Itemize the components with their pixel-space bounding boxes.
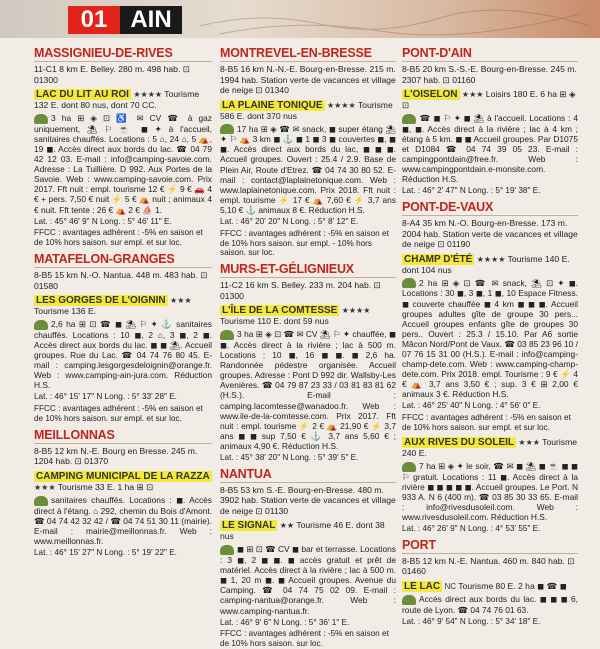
camping-description-text: Accès direct aux bords du lac. ◼ ◼ ◼ 6, route de Lyon. ☎ 04 74 76 01 63. bbox=[402, 593, 578, 615]
column-3 bbox=[402, 42, 578, 626]
camping-logo-icon bbox=[34, 496, 48, 506]
camping-coordinates: Lat. : 45° 46' 9" N Long. : 5° 46' 11" E. bbox=[34, 216, 172, 226]
camping-title bbox=[34, 471, 212, 493]
camping-entry bbox=[34, 89, 212, 248]
camping-title bbox=[220, 305, 396, 327]
column-2 bbox=[220, 42, 396, 649]
camping-name: LE SIGNAL bbox=[222, 520, 276, 532]
camping-stars: ★★★ bbox=[461, 90, 484, 99]
department-name: AIN bbox=[120, 6, 182, 34]
town-heading: PONT-D'AIN bbox=[402, 46, 578, 62]
camping-title bbox=[34, 295, 212, 317]
camping-description-text: ☎ ◼ ⚐ ✦ ◼ ⛱ à l'accueil. Locations : 4 ◼, ◼. Accès direct à la rivière ; lac à 4 km ; étang à 5 km. ◼ ◼ Accueil groupes. Par D1075 et D1084 ☎ 04 74 39 05 23. E-mail : campingpontdain@free.fr. Web : www.campingpontdain.e-monsite.com. Réduction H.S. bbox=[402, 113, 578, 185]
camping-name: LE LAC bbox=[404, 580, 441, 592]
town-meta: 11-C1 8 km E. Belley. 280 m. 498 hab. ⊡ 01300 bbox=[34, 64, 190, 85]
camping-description bbox=[402, 113, 578, 184]
camping-coordinates: Lat. : 46° 9' 6" N Long. : 5° 36' 1" E. bbox=[220, 617, 350, 627]
camping-description-text: ◼ ⊞ ⊡ ☎ CV ◼ bar et terrasse. Locations : 3 ◼, 2 ◼ ◼. ◼ accès gratuit et prêt de matériel. Accès direct à la rivière ; lac à 500 m. ◼ 1, 20 m ◼. ◼ Accueil groupes. Avenue du Camping. ☎ 04 74 75 02 09. E-mail : camping-nantua@orange.fr. Web : www.camping-nantua.fr. bbox=[220, 544, 396, 616]
camping-title bbox=[34, 89, 212, 111]
camping-description bbox=[34, 319, 212, 390]
map-background-illustration bbox=[200, 6, 590, 36]
camping-stars: NC bbox=[444, 581, 457, 591]
camping-description bbox=[34, 495, 212, 546]
camping-description-text: sanitaires chauffés. Locations : ◼. Accès direct à l'étang. ⌂ 292, chemin du Bois d'Amont. ☎ 04 74 42 32 42 / ☎ 04 74 51 30 11 (mairie). E-mail : mairie@meillonnas.fr. Web : www.meillonnas.fr. bbox=[34, 494, 212, 546]
camping-description-text: 17 ha ⊞ ◈ ☎ ✉ snack, ◼ super étang ⛱ ✦ ⚐ ⛺ 3 km ◼ ⚓ ◼ 1 ◼ 3 ◼ couvertes ◼, ◼ ◼. Accès direct aux bords du lac, ◼ ◼ ◼. Accueil groupes. Ouvert : 25.4 / 2.9. Base de Plein Air, Route d'Etrez. ☎ 04 74 30 80 52. E-mail : contact@laplainetonique.com. Web : www.laplainetonique.com. Prix 2018. Fft nuit : empl. tourisme ⚡ 17 € ⛺ 7,60 € ⚡ 3,7 ans 5,10 € ⚓ animaux 8 €. Réduction H.S. bbox=[220, 123, 396, 215]
town-heading: PONT-DE-VAUX bbox=[402, 200, 578, 216]
camping-name: L'OISELON bbox=[404, 89, 458, 100]
camping-stars: ★★★★ bbox=[326, 100, 356, 110]
camping-description bbox=[220, 124, 396, 216]
camping-entry bbox=[402, 254, 578, 433]
camping-summary: Tourisme 586 E. dont 370 nus bbox=[220, 99, 393, 121]
camping-description-text: 2 ha ⊞ ◈ ⊡ ☎ ✉ snack, ⛱ ⊡ ✦ ◼. Locations : 30 ◼, 3 ◼, 1 ◼, 10 Espace Fitness. ◼ couverte chauffée ◼ 4 km ◼ ◼ ◼. Accueil groupes adultes gîte de groupe 30 pers... Accueil groupes enfants gîte de groupes 30 pers.. Ouvert : 25.3 / 15.10. Par A6 sortie Mâcon Nord/Pont de Vaux. ☎ 03 85 23 96 10 / 07 76 15 31 00 (H.S.). E-mail : info@camping-champ-dete.com. Web : www.camping-champ-dete.com. Prix 2018. empl. Tourisme : 9 € ⚡ 4 € ⛺ 3,7 ans 3,50 € ; sup. 3 € ⊞ 2,00 € animaux 3 €. Réduction H.S. bbox=[402, 277, 578, 400]
camping-description bbox=[402, 594, 578, 615]
camping-description bbox=[220, 544, 396, 615]
camping-name: LA PLAINE TONIQUE bbox=[222, 99, 323, 111]
town-meta: 8-B5 20 km S.-S.-E. Bourg-en-Bresse. 245 m. 2307 hab. ⊡ 01160 bbox=[402, 64, 577, 85]
camping-name: LES GORGES DE L'OIGNIN bbox=[36, 295, 166, 307]
camping-entry bbox=[402, 89, 578, 196]
camping-title bbox=[220, 520, 396, 542]
town-heading: NANTUA bbox=[220, 467, 396, 483]
camping-title bbox=[402, 89, 578, 111]
camping-description bbox=[402, 278, 578, 400]
camping-coordinates: Lat. : 46° 9' 54" N Long. : 5° 34' 18" E. bbox=[402, 616, 541, 626]
camping-entry bbox=[402, 437, 578, 534]
camping-title bbox=[402, 581, 578, 592]
camping-entry bbox=[34, 471, 212, 558]
column-1 bbox=[34, 42, 212, 600]
camping-ffcc-advantages: FFCC : avantages adhérent : -5% en saison et de 10% hors saison. sur empl. et sur loc. bbox=[34, 228, 203, 248]
camping-title bbox=[220, 100, 396, 122]
camping-stars: ★★★ bbox=[34, 482, 56, 492]
page-header bbox=[0, 0, 600, 38]
camping-logo-icon bbox=[34, 114, 48, 124]
camping-description bbox=[402, 461, 578, 522]
camping-logo-icon bbox=[34, 320, 48, 330]
town-heading: MEILLONNAS bbox=[34, 428, 212, 444]
camping-coordinates: Lat. : 46° 15' 27" N Long. : 5° 19' 22" E. bbox=[34, 547, 177, 557]
camping-coordinates: Lat. : 46° 20' 20" N Long. : 5° 8' 12" E. bbox=[220, 217, 359, 227]
camping-logo-icon bbox=[220, 330, 234, 340]
camping-summary: Loisirs 180 E. 6 ha ⊞ ◈ ⊡ bbox=[402, 89, 576, 110]
camping-name: CAMPING MUNICIPAL DE LA RAZZA bbox=[36, 470, 210, 482]
town-meta: 8-B5 53 km S.-E. Bourg-en-Bresse. 480 m. 3902 hab. Station verte de vacances et village de neige ⊡ 01130 bbox=[220, 484, 396, 516]
camping-entry bbox=[402, 581, 578, 627]
camping-summary: Tourisme 33 E. 1 ha ⊞ ⊡ bbox=[57, 481, 154, 492]
camping-stars: ★★★★ bbox=[341, 306, 371, 316]
camping-ffcc-advantages: FFCC : avantages adhérent : -5% en saison et de 10% hors saison. sur empl. et sur loc. bbox=[402, 413, 571, 433]
camping-summary: Tourisme 80 E. 2 ha ◼ ☎ ◼ bbox=[458, 580, 567, 591]
town-meta: 11-C2 16 km S. Belley. 233 m. 204 hab. ⊡ 01300 bbox=[220, 280, 381, 301]
camping-name: L'ÎLE DE LA COMTESSE bbox=[222, 305, 338, 317]
camping-name: LAC DU LIT AU ROI bbox=[36, 89, 129, 100]
camping-logo-icon bbox=[402, 462, 416, 472]
camping-ffcc-advantages: FFCC : avantages adhérent : -5% en saison et de 10% hors saison. sur empl. et sur loc. bbox=[34, 404, 203, 423]
camping-summary: Tourisme 240 E. bbox=[402, 436, 578, 458]
camping-entry bbox=[220, 305, 396, 463]
camping-stars: ★★ bbox=[279, 521, 295, 531]
camping-coordinates: Lat. : 46° 15' 17" N Long. : 5° 33' 28" E. bbox=[34, 392, 177, 402]
town-meta: 8-A4 35 km N.-O. Bourg-en-Bresse. 173 m. 2004 hab. Station verte de vacances et village de neige ⊡ 01190 bbox=[402, 218, 578, 250]
camping-description bbox=[34, 113, 212, 215]
camping-stars: ★★★ bbox=[170, 296, 192, 306]
camping-description-text: 7 ha ⊞ ◈ ✦ le soir, ☎ ✉ ◼ ⛱ ◼ ☕ ◼ ◼ ⚐ gratuit. Locations : 11 ◼. Accès direct à la rivière ◼ ◼ ◼ ◼ ◼. Accueil groupes. Le Port. N 933 A. N 6 (400 m). ☎ 03 85 30 33 65. E-mail : info@rivesdusoleil.com. Web : www.rivesdusoleil.com. Réduction H.S. bbox=[402, 460, 578, 522]
camping-entry bbox=[34, 295, 212, 424]
camping-name: AUX RIVES DU SOLEIL bbox=[404, 436, 515, 448]
camping-logo-icon bbox=[402, 114, 416, 124]
department-number: 01 bbox=[68, 6, 120, 34]
town-meta: 8-B5 12 km N.-E. Nantua. 460 m. 840 hab. ⊡ 01460 bbox=[402, 555, 575, 577]
town-heading: PORT bbox=[402, 538, 578, 554]
camping-stars: ★★★ bbox=[518, 437, 540, 447]
town-meta: 8-B5 15 km N.-O. Nantua. 448 m. 483 hab. ⊡ 01580 bbox=[34, 270, 208, 291]
town-heading: MONTREVEL-EN-BRESSE bbox=[220, 46, 396, 62]
town-meta: 8-B5 16 km N.-N.-E. Bourg-en-Bresse. 215 m. 1994 hab. Station verte de vacances et village de neige ⊡ 01340 bbox=[220, 64, 396, 95]
camping-logo-icon bbox=[220, 545, 234, 555]
camping-entry bbox=[220, 100, 396, 259]
camping-coordinates: Lat. : 45° 38' 20" N Long. : 5° 39' 5" E. bbox=[220, 453, 359, 463]
town-heading: MASSIGNIEU-DE-RIVES bbox=[34, 46, 212, 62]
camping-coordinates: Lat. : 46° 25' 40" N Long. : 4° 56' 0" E. bbox=[402, 401, 541, 411]
camping-logo-icon bbox=[402, 278, 416, 288]
camping-name: CHAMP D'ÉTÉ bbox=[404, 253, 473, 265]
camping-summary: Tourisme 136 E. bbox=[34, 306, 97, 317]
camping-ffcc-advantages: FFCC : avantages adhérent : -5% en saison et de 10% hors saison. sur empl. - 10% hors saison. sur loc. bbox=[220, 228, 389, 258]
camping-logo-icon bbox=[402, 595, 416, 605]
camping-title bbox=[402, 254, 578, 276]
town-heading: MURS-ET-GÉLIGNIEUX bbox=[220, 262, 396, 278]
camping-description-text: 2,6 ha ⊞ ⊡ ☎ ◼ ⛱ ⚐ ✦ ⚓ sanitaires chauffés. Locations : 10 ◼, 2 ⌂, 3 ◼, 2 ◼. Accès direct aux bords du lac. ◼ ◼ ⛱. Accueil groupes. Rue du Lac. ☎ 04 74 76 80 45. E-mail : camping.lesgorgesdeloignin@orange.fr. Web : www.camping-ain-jura.com. Réduction H.S. bbox=[34, 319, 212, 391]
camping-stars: ★★★★ bbox=[133, 90, 163, 99]
camping-summary: Tourisme 140 E. dont 104 nus bbox=[402, 253, 570, 275]
camping-entry bbox=[220, 520, 396, 649]
camping-coordinates: Lat. : 46° 26' 9" N Long. : 4° 53' 55" E. bbox=[402, 524, 541, 534]
camping-description bbox=[220, 329, 396, 451]
camping-description-text: 3 ha ⊞ ◈ ⊡ ☎ ✉ CV ⛱ ⚐ ✦ chauffée, ◼ ◼. Accès direct à la rivière ; lac à 500 m. Locations : 10 ◼, 16 ◼ ◼. ◼ 2,6 ha. Randonnée pédestre organisée. Accueil groupes. Adresse : Pont D 992 dir. Wallsby-Les Avenières. ☎ 04 79 87 23 33 / 03 81 83 81 62 (H.S.). E-mail : camping.lacomtesse@wanadoo.fr. Web : www.ile-de-la-comtesse.com. Prix 2017. Fft nuit : empl. tourisme ⚡ 2 € ⛺ 21,90 € ⚡ 3,7 ans ◼ ◼ sup 7,50 € ⚓ 3,7 ans 5,60 € ; animaux 4,90 €. Réduction H.S. bbox=[220, 329, 396, 451]
camping-summary: Tourisme 132 E. dont 80 nus, dont 70 CC. bbox=[34, 89, 200, 110]
town-heading: MATAFELON-GRANGES bbox=[34, 252, 212, 268]
camping-ffcc-advantages: FFCC : avantages adhérent : -5% en saison et de 10% hors saison. sur loc. bbox=[220, 629, 389, 649]
town-meta: 8-B5 12 km N.-E. Bourg en Bresse. 245 m. 1204 hab. ⊡ 01370 bbox=[34, 445, 198, 467]
camping-logo-icon bbox=[220, 124, 234, 134]
camping-coordinates: Lat. : 46° 2' 47" N Long. : 5° 19' 38" E. bbox=[402, 186, 541, 196]
camping-description-text: 3 ha ⊞ ◈ ⊡ ♿ ✉ CV ☎ à gaz uniquement, ⛱ ⚐ ☕ ◼ ✦ à l'accueil, sanitaires chauffés. Locations : 5 ⌂, 24 ⌂, 5 ⛺, 19 ◼. Accès direct aux bords du lac. ☎ 04 79 42 12 03. E-mail : info@camping-savoie.com. Adresse : La Tuillière. D 992. Aux Portes de la Savoie. Web : www.camping-savoie.com. Prix 2017. Fft nuit : empl. tourisme 12 € ⚡ 9 € 🚗 4 € + pers. 7,50 € nuit ⚡ 5 € ⛺ nuit ; animaux 4 € nuit. Fft tente : 26 € ⛺ 2 € ⛵ 1. bbox=[34, 113, 212, 215]
camping-title bbox=[402, 437, 578, 459]
camping-stars: ★★★★ bbox=[476, 254, 506, 264]
camping-summary: Tourisme 46 E. dont 38 nus bbox=[220, 520, 385, 542]
camping-summary: Tourisme 110 E. dont 59 nus bbox=[220, 316, 329, 327]
